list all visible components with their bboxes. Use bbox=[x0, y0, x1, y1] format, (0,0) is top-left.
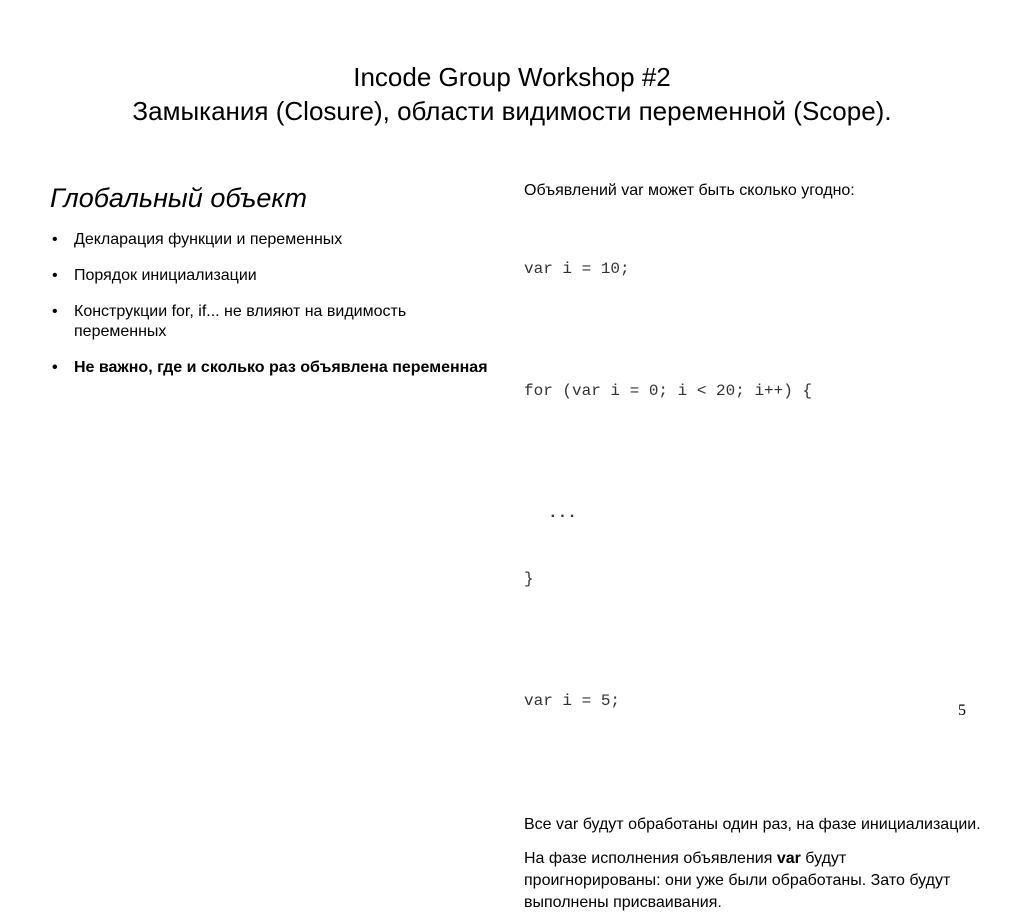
bullet-list bbox=[50, 230, 500, 378]
page-number: 5 bbox=[958, 702, 966, 719]
bullet-item-2 bbox=[50, 266, 500, 286]
bullet-icon: • bbox=[52, 359, 58, 376]
left-column bbox=[50, 178, 500, 394]
bullet-text: Не важно, где и сколько раз объявлена переменная bbox=[74, 359, 488, 376]
slide-title-line-1: Incode Group Workshop #2 bbox=[353, 62, 671, 92]
paragraph-initialization: Все var будут обработаны один раз, на фазе инициализации. bbox=[524, 816, 981, 833]
paragraph-execution bbox=[524, 848, 984, 914]
code-line-4: } bbox=[524, 570, 534, 588]
code-line-3: ... bbox=[548, 504, 577, 522]
code-block bbox=[524, 214, 984, 756]
paragraph-execution-end: будут проигнорированы: они уже были обработаны. Зато будут выполнены присваивания. bbox=[524, 850, 951, 911]
bullet-icon: • bbox=[52, 231, 58, 248]
section-heading: Глобальный объект bbox=[50, 183, 307, 213]
right-column bbox=[524, 180, 984, 914]
bullet-item-3 bbox=[50, 302, 500, 342]
intro-text: Объявлений var может быть сколько угодно: bbox=[524, 182, 855, 199]
paragraph-execution-start: На фазе исполнения объявления bbox=[524, 850, 777, 867]
slide-title bbox=[0, 60, 1024, 128]
bullet-text: Конструкции for, if... не влияют на видимость переменных bbox=[74, 303, 407, 340]
bullet-item-4 bbox=[50, 358, 500, 378]
slide-title-line-2: Замыкания (Closure), области видимости переменной (Scope). bbox=[132, 96, 892, 126]
code-line-1: var i = 10; bbox=[524, 260, 630, 278]
bullet-icon: • bbox=[52, 303, 58, 320]
bullet-icon: • bbox=[52, 267, 58, 284]
code-line-5: var i = 5; bbox=[524, 692, 621, 710]
bullet-text: Декларация функции и переменных bbox=[74, 231, 343, 248]
code-line-2: for (var i = 0; i < 20; i++) { bbox=[524, 382, 813, 400]
bullet-item-1 bbox=[50, 230, 500, 250]
var-keyword: var bbox=[776, 850, 801, 867]
bullet-text: Порядок инициализации bbox=[74, 267, 257, 284]
